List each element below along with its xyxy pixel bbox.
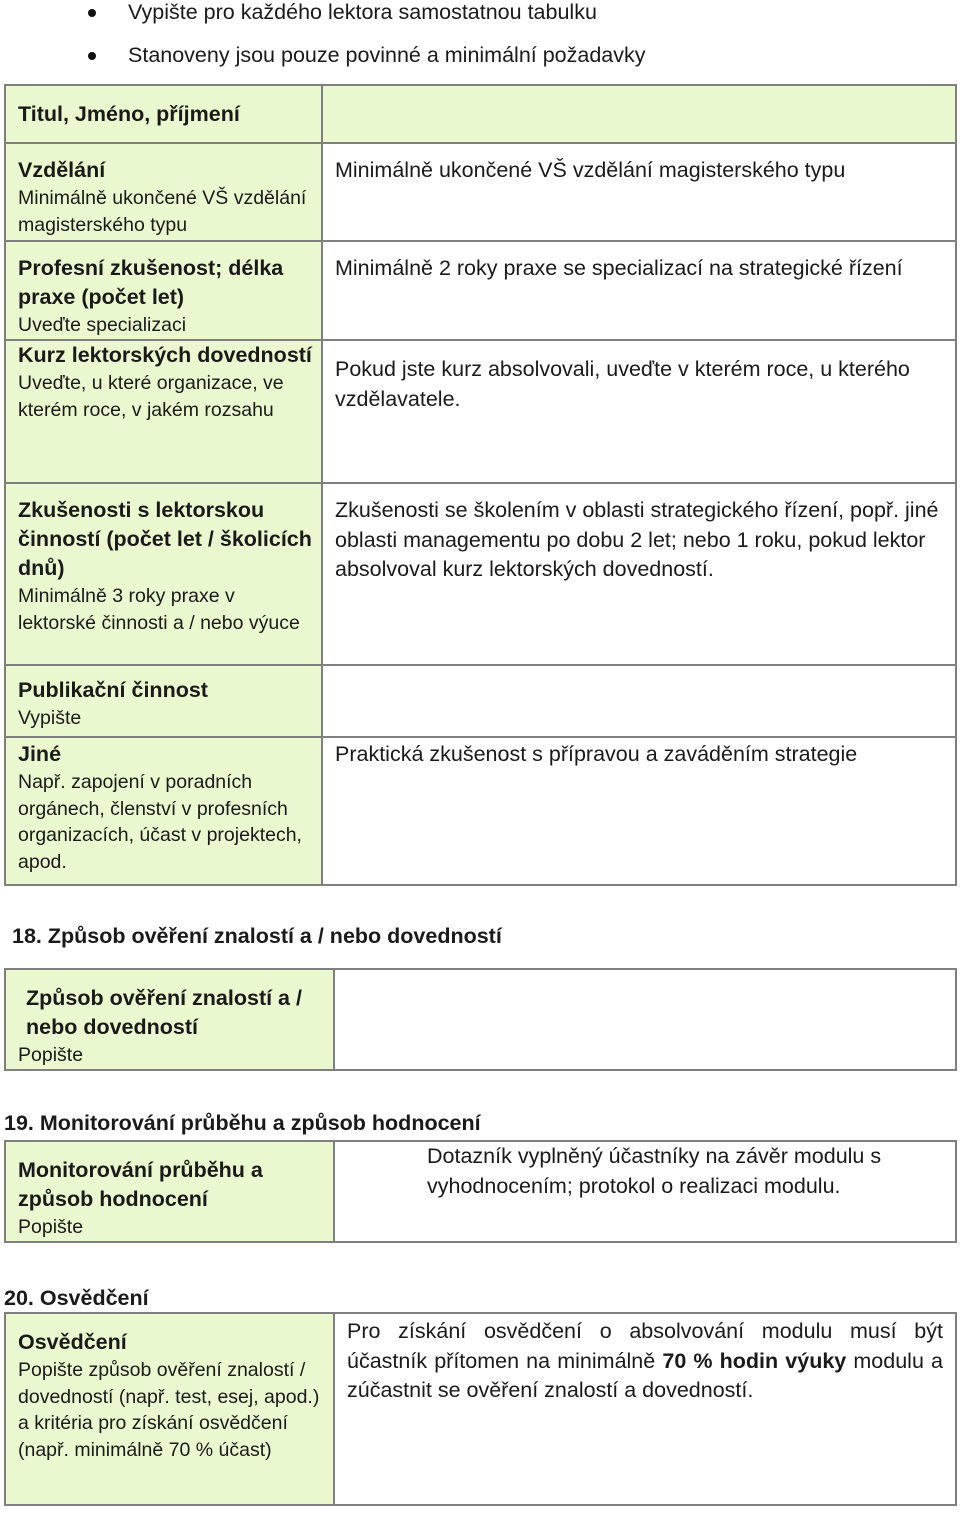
row-label: Kurz lektorských dovedností: [18, 343, 312, 367]
row-label: Vzdělání: [18, 158, 106, 182]
row-label: Způsob ověření znalostí a / nebo dovedností: [26, 986, 302, 1039]
label-cell: [5, 340, 322, 483]
section-heading: [4, 1286, 149, 1311]
table-row: [5, 241, 956, 340]
label-cell: [5, 1141, 334, 1242]
row-hint: Např. zapojení v poradních orgánech, členství v profesních organizacích, účast v projektech, apod.: [18, 771, 302, 873]
row-hint: Popište: [18, 1216, 84, 1238]
name-label: Titul, Jméno, příjmení: [18, 102, 240, 126]
row-hint: Uveďte, u které organizace, ve kterém roce, v jakém rozsahu: [18, 372, 284, 421]
value-cell[interactable]: [322, 483, 956, 665]
table-row: [5, 85, 956, 143]
bullet-text: Stanoveny jsou pouze povinné a minimální požadavky: [128, 43, 646, 67]
label-cell: [5, 969, 334, 1070]
row-label: Zkušenosti s lektorskou činností (počet let / školicích dnů): [18, 498, 312, 580]
table-row: [5, 1313, 956, 1505]
row-value: [323, 666, 955, 680]
bullet-text: Vypište pro každého lektora samostatnou tabulku: [128, 0, 597, 24]
value-emphasis: 70 % hodin výuky: [662, 1348, 847, 1373]
value-cell[interactable]: [322, 665, 956, 737]
label-cell: [5, 665, 322, 737]
row-value: [335, 970, 955, 984]
value-text: Pro získání osvědčení o absolvování modulu musí být účastník přítomen na minimálně: [347, 1319, 943, 1373]
row-label: Publikační činnost: [18, 678, 208, 702]
row-hint: Minimálně 3 roky praxe v lektorské činnosti a / nebo výuce: [18, 585, 300, 634]
section-heading: [4, 1111, 481, 1136]
section-title: Osvědčení: [39, 1286, 149, 1310]
table-row: [5, 143, 956, 241]
certificate-table: [4, 1312, 957, 1506]
row-label: Osvědčení: [18, 1330, 127, 1354]
section-title: Způsob ověření znalostí a / nebo dovedností: [47, 924, 502, 948]
row-value: Dotazník vyplněný účastníky na závěr modulu s vyhodnocením; protokol o realizaci modulu.: [427, 1144, 882, 1198]
section-number: 20.: [4, 1286, 34, 1310]
table-row: [5, 737, 956, 885]
bullet-icon: [88, 52, 96, 60]
row-value: Minimálně 2 roky praxe se specializací na strategické řízení: [335, 256, 903, 280]
label-cell: [5, 483, 322, 665]
row-hint: Uveďte specializaci: [18, 314, 187, 336]
bullet-icon: [88, 9, 96, 17]
table-row: [5, 483, 956, 665]
row-value: Minimálně ukončené VŠ vzdělání magisterského typu: [335, 158, 846, 182]
label-cell: [5, 737, 322, 885]
label-cell: [5, 241, 322, 340]
section-number: 18.: [12, 924, 42, 948]
monitoring-table: [4, 1140, 957, 1243]
row-label: Monitorování průběhu a způsob hodnocení: [18, 1158, 263, 1211]
label-cell: [5, 143, 322, 241]
section-heading: [12, 924, 502, 949]
name-label-cell: [5, 85, 322, 143]
row-value: Praktická zkušenost s přípravou a zaváděním strategie: [335, 742, 858, 766]
value-cell[interactable]: [334, 1313, 956, 1505]
value-text: modulu a zúčastnit se ověření znalostí a dovedností.: [347, 1348, 944, 1402]
assessment-table: [4, 968, 957, 1071]
row-value: Pokud jste kurz absolvovali, uveďte v kterém roce, u kterého vzdělavatele.: [335, 357, 910, 411]
lecturer-table: [4, 84, 957, 886]
row-label: Profesní zkušenost; délka praxe (počet let): [18, 256, 284, 309]
row-label: Jiné: [18, 742, 62, 766]
row-value: [335, 1314, 955, 1406]
table-row: [5, 1141, 956, 1242]
section-number: 19.: [4, 1111, 34, 1135]
row-hint: Popište: [18, 1044, 84, 1066]
table-row: [5, 969, 956, 1070]
section-title: Monitorování průběhu a způsob hodnocení: [39, 1111, 481, 1135]
row-hint: Popište způsob ověření znalostí / dovedností (např. test, esej, apod.) a kritéria pro získání osvědčení (např. minimálně 70 % účast): [18, 1359, 320, 1461]
table-row: [5, 340, 956, 483]
value-cell[interactable]: [322, 737, 956, 885]
table-row: [5, 665, 956, 737]
row-value: Zkušenosti se školením v oblasti strategického řízení, popř. jiné oblasti managementu po dobu 2 let; nebo 1 roku, pokud lektor absolvoval kurz lektorských dovedností.: [335, 498, 939, 581]
value-cell[interactable]: [334, 969, 956, 1070]
label-cell: [5, 1313, 334, 1505]
row-hint: Minimálně ukončené VŠ vzdělání magisterského typu: [18, 187, 307, 236]
name-value-cell[interactable]: [322, 85, 956, 143]
row-hint: Vypište: [18, 707, 82, 729]
value-cell[interactable]: [322, 143, 956, 241]
value-cell[interactable]: [334, 1141, 956, 1242]
value-cell[interactable]: [322, 340, 956, 483]
value-cell[interactable]: [322, 241, 956, 340]
